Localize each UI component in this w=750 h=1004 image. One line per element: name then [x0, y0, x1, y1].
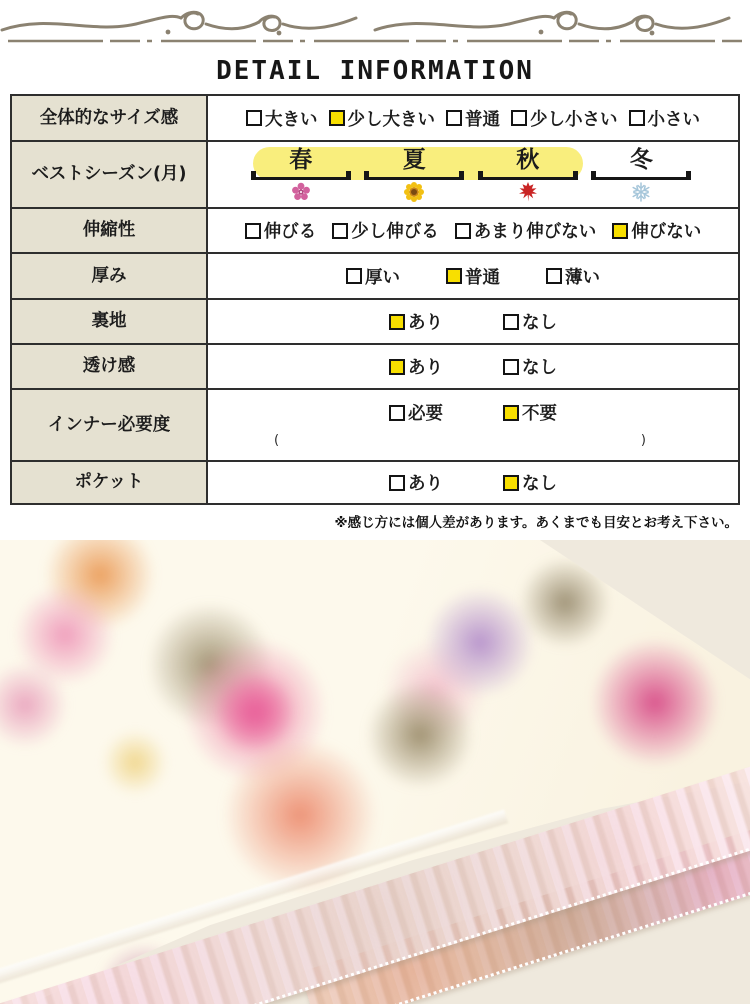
checkbox-usui[interactable] — [546, 268, 562, 284]
row-header-lining: 裏地 — [12, 300, 208, 343]
checkbox-inner-hitsuyou[interactable] — [389, 405, 405, 421]
table-row-season — [12, 140, 738, 207]
season-range-bracket — [364, 171, 464, 180]
checkbox-sukoshi-ookii[interactable] — [329, 110, 345, 126]
row-header-sheerness: 透け感 — [12, 345, 208, 388]
inner-note-parens: ( ) — [274, 433, 646, 448]
product-photo-floral-hem — [0, 540, 750, 1004]
disclaimer-note: ※感じ方には個人差があります。あくまでも目安とお考え下さい。 — [334, 515, 738, 531]
season-range-bracket — [478, 171, 578, 180]
checkbox-lining-ari[interactable] — [389, 314, 405, 330]
flower-blob — [215, 735, 385, 895]
option-usui: 薄い — [546, 264, 600, 289]
checkbox-sukoshi-nobiru[interactable] — [332, 223, 348, 239]
checkbox-pocket-nashi[interactable] — [503, 475, 519, 491]
checkbox-sukoshi-chiisai[interactable] — [511, 110, 527, 126]
checkbox-pocket-ari[interactable] — [389, 475, 405, 491]
option-sukoshi-nobiru: 少し伸びる — [332, 218, 439, 243]
checkbox-sheer-nashi[interactable] — [503, 359, 519, 375]
checkbox-amari-nobinai[interactable] — [455, 223, 471, 239]
row-header-thickness: 厚み — [12, 254, 208, 298]
season-winter: 冬 — [585, 147, 699, 207]
checkbox-inner-fuyou[interactable] — [503, 405, 519, 421]
checkbox-nobiru[interactable] — [245, 223, 261, 239]
sunflower-icon — [403, 181, 425, 203]
checkbox-futsuu-size[interactable] — [446, 110, 462, 126]
option-pocket-nashi: なし — [503, 470, 557, 495]
checkbox-atsui[interactable] — [346, 268, 362, 284]
option-atsui: 厚い — [346, 264, 400, 289]
season-autumn: 秋 — [471, 147, 585, 207]
row-header-size: 全体的なサイズ感 — [12, 96, 208, 140]
maple-leaf-icon — [517, 181, 539, 203]
option-lining-ari: あり — [389, 309, 443, 334]
row-header-inner: インナー必要度 — [12, 390, 208, 460]
option-pocket-ari: あり — [389, 470, 443, 495]
row-header-stretch: 伸縮性 — [12, 209, 208, 252]
cherry-blossom-icon — [290, 181, 312, 203]
option-ookii: 大きい — [246, 106, 318, 131]
scroll-flourish-ornament — [0, 4, 750, 48]
option-futsuu-thickness: 普通 — [446, 264, 500, 289]
option-inner-fuyou: 不要 — [503, 400, 557, 425]
table-row-sheerness — [12, 343, 738, 388]
leaf-blob — [515, 555, 615, 650]
option-lining-nashi: なし — [503, 309, 557, 334]
leaf-blob — [360, 680, 480, 790]
option-chiisai: 小さい — [629, 106, 701, 131]
season-range-bracket — [591, 171, 691, 180]
option-sukoshi-ookii: 少し大きい — [329, 106, 436, 131]
season-range-bracket — [251, 171, 351, 180]
row-header-season: ベストシーズン(月) — [12, 142, 208, 207]
table-row-stretch — [12, 207, 738, 252]
option-nobinai: 伸びない — [612, 218, 701, 243]
option-amari-nobinai: あまり伸びない — [455, 218, 597, 243]
detail-information-table — [10, 94, 740, 505]
flower-blob — [100, 730, 170, 795]
page-title: DETAIL INFORMATION — [216, 56, 534, 86]
table-row-size — [12, 96, 738, 140]
table-row-thickness — [12, 252, 738, 298]
table-row-inner — [12, 388, 738, 460]
season-summer: 夏 — [358, 147, 472, 207]
checkbox-chiisai[interactable] — [629, 110, 645, 126]
checkbox-futsuu-thickness[interactable] — [446, 268, 462, 284]
snowflake-icon — [630, 181, 652, 203]
row-header-pockets: ポケット — [12, 462, 208, 503]
table-row-pockets — [12, 460, 738, 503]
season-spring: 春 — [244, 147, 358, 207]
option-sukoshi-chiisai: 少し小さい — [511, 106, 618, 131]
option-nobiru: 伸びる — [245, 218, 317, 243]
option-futsuu-size: 普通 — [446, 106, 500, 131]
option-sheer-nashi: なし — [503, 354, 557, 379]
table-row-lining — [12, 298, 738, 343]
flower-blob — [585, 635, 725, 770]
checkbox-sheer-ari[interactable] — [389, 359, 405, 375]
checkbox-nobinai[interactable] — [612, 223, 628, 239]
option-inner-hitsuyou: 必要 — [389, 400, 443, 425]
checkbox-ookii[interactable] — [246, 110, 262, 126]
checkbox-lining-nashi[interactable] — [503, 314, 519, 330]
option-sheer-ari: あり — [389, 354, 443, 379]
